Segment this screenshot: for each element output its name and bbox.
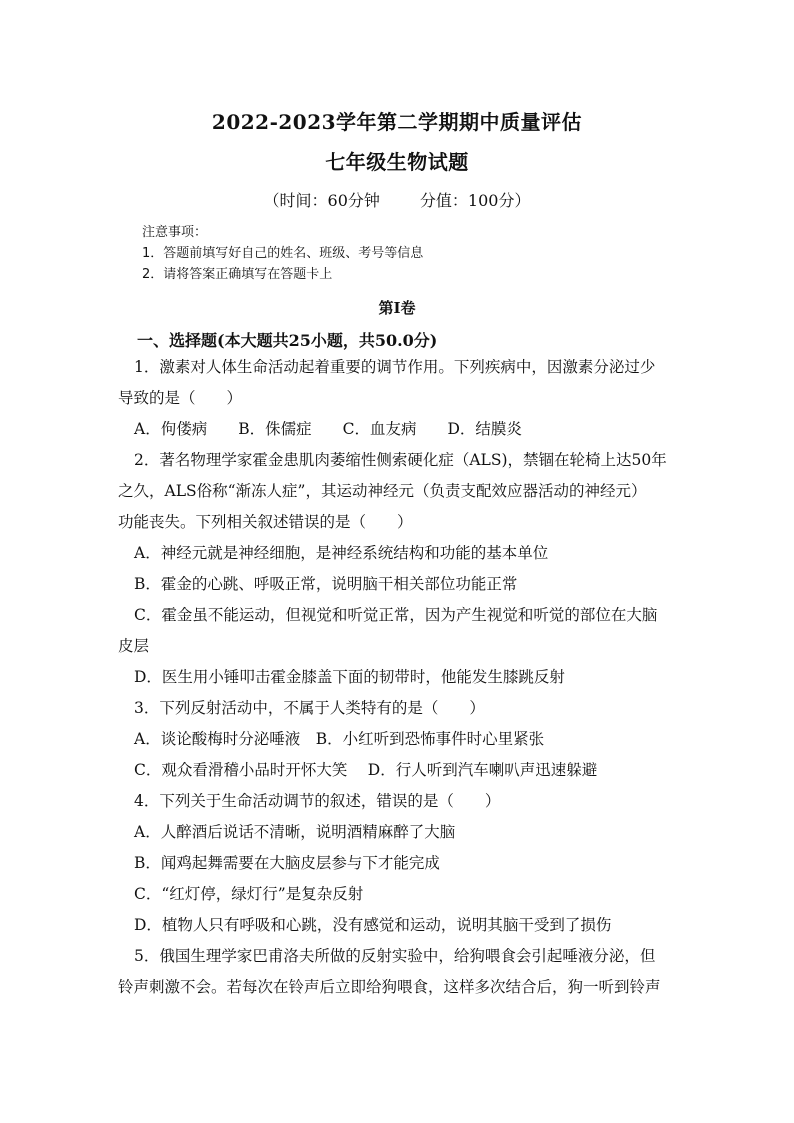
question-line: 2．著名物理学家霍金患肌肉萎缩性侧索硬化症（ALS)，禁锢在轮椅上达50年 xyxy=(134,451,667,469)
note-item: 2．请将答案正确填写在答题卡上 xyxy=(142,267,333,282)
exam-time: （时间：60分钟 xyxy=(263,191,380,210)
question-line: C．霍金虽不能运动，但视觉和听觉正常，因为产生视觉和听觉的部位在大脑 xyxy=(134,606,658,624)
section-heading: 一、选择题(本大题共25小题，共50.0分) xyxy=(137,331,438,350)
question-line: A．谈论酸梅时分泌唾液 B．小红听到恐怖事件时心里紧张 xyxy=(134,730,545,748)
question-line: 皮层 xyxy=(118,637,150,655)
question-line: 4．下列关于生命活动调节的叙述，错误的是（ ） xyxy=(134,792,501,810)
volume-heading: 第Ⅰ卷 xyxy=(378,299,416,317)
exam-subtitle: 七年级生物试题 xyxy=(325,150,469,174)
question-line: 导致的是（ ） xyxy=(118,389,243,407)
question-line: 5．俄国生理学家巴甫洛夫所做的反射实验中，给狗喂食会引起唾液分泌，但 xyxy=(134,947,656,965)
exam-score: 分值：100分） xyxy=(419,191,531,210)
question-line: 3．下列反射活动中，不属于人类特有的是（ ） xyxy=(134,699,485,717)
question-line: D．植物人只有呼吸和心跳，没有感觉和运动，说明其脑干受到了损伤 xyxy=(134,916,612,934)
question-body xyxy=(118,352,678,1003)
question-line: A．人醉酒后说话不清晰，说明酒精麻醉了大脑 xyxy=(134,823,456,841)
question-line: A．佝偻病 B．侏儒症 C．血友病 D．结膜炎 xyxy=(134,420,522,438)
question-line: B．霍金的心跳、呼吸正常，说明脑干相关部位功能正常 xyxy=(134,575,518,593)
notes-heading: 注意事项： xyxy=(142,225,208,240)
question-line: 铃声刺激不会。若每次在铃声后立即给狗喂食，这样多次结合后，狗一听到铃声 xyxy=(118,978,661,996)
notes-block xyxy=(142,222,423,285)
question-line: D．医生用小锤叩击霍金膝盖下面的韧带时，他能发生膝跳反射 xyxy=(134,668,565,686)
question-line: A．神经元就是神经细胞，是神经系统结构和功能的基本单位 xyxy=(134,544,549,562)
question-line: 1．激素对人体生命活动起着重要的调节作用。下列疾病中，因激素分泌过少 xyxy=(134,358,656,376)
question-line: C．观众看滑稽小品时开怀大笑 D．行人听到汽车喇叭声迅速躲避 xyxy=(134,761,598,779)
question-line: 之久，ALS俗称“渐冻人症”，其运动神经元（负责支配效应器活动的神经元） xyxy=(118,482,647,500)
question-line: C．“红灯停，绿灯行”是复杂反射 xyxy=(134,885,364,903)
exam-meta xyxy=(0,188,794,211)
note-item: 1．答题前填写好自己的姓名、班级、考号等信息 xyxy=(142,246,424,261)
question-line: 功能丧失。下列相关叙述错误的是（ ） xyxy=(118,513,413,531)
question-line: B．闻鸡起舞需要在大脑皮层参与下才能完成 xyxy=(134,854,440,872)
exam-title: 2022-2023学年第二学期期中质量评估 xyxy=(211,110,583,134)
